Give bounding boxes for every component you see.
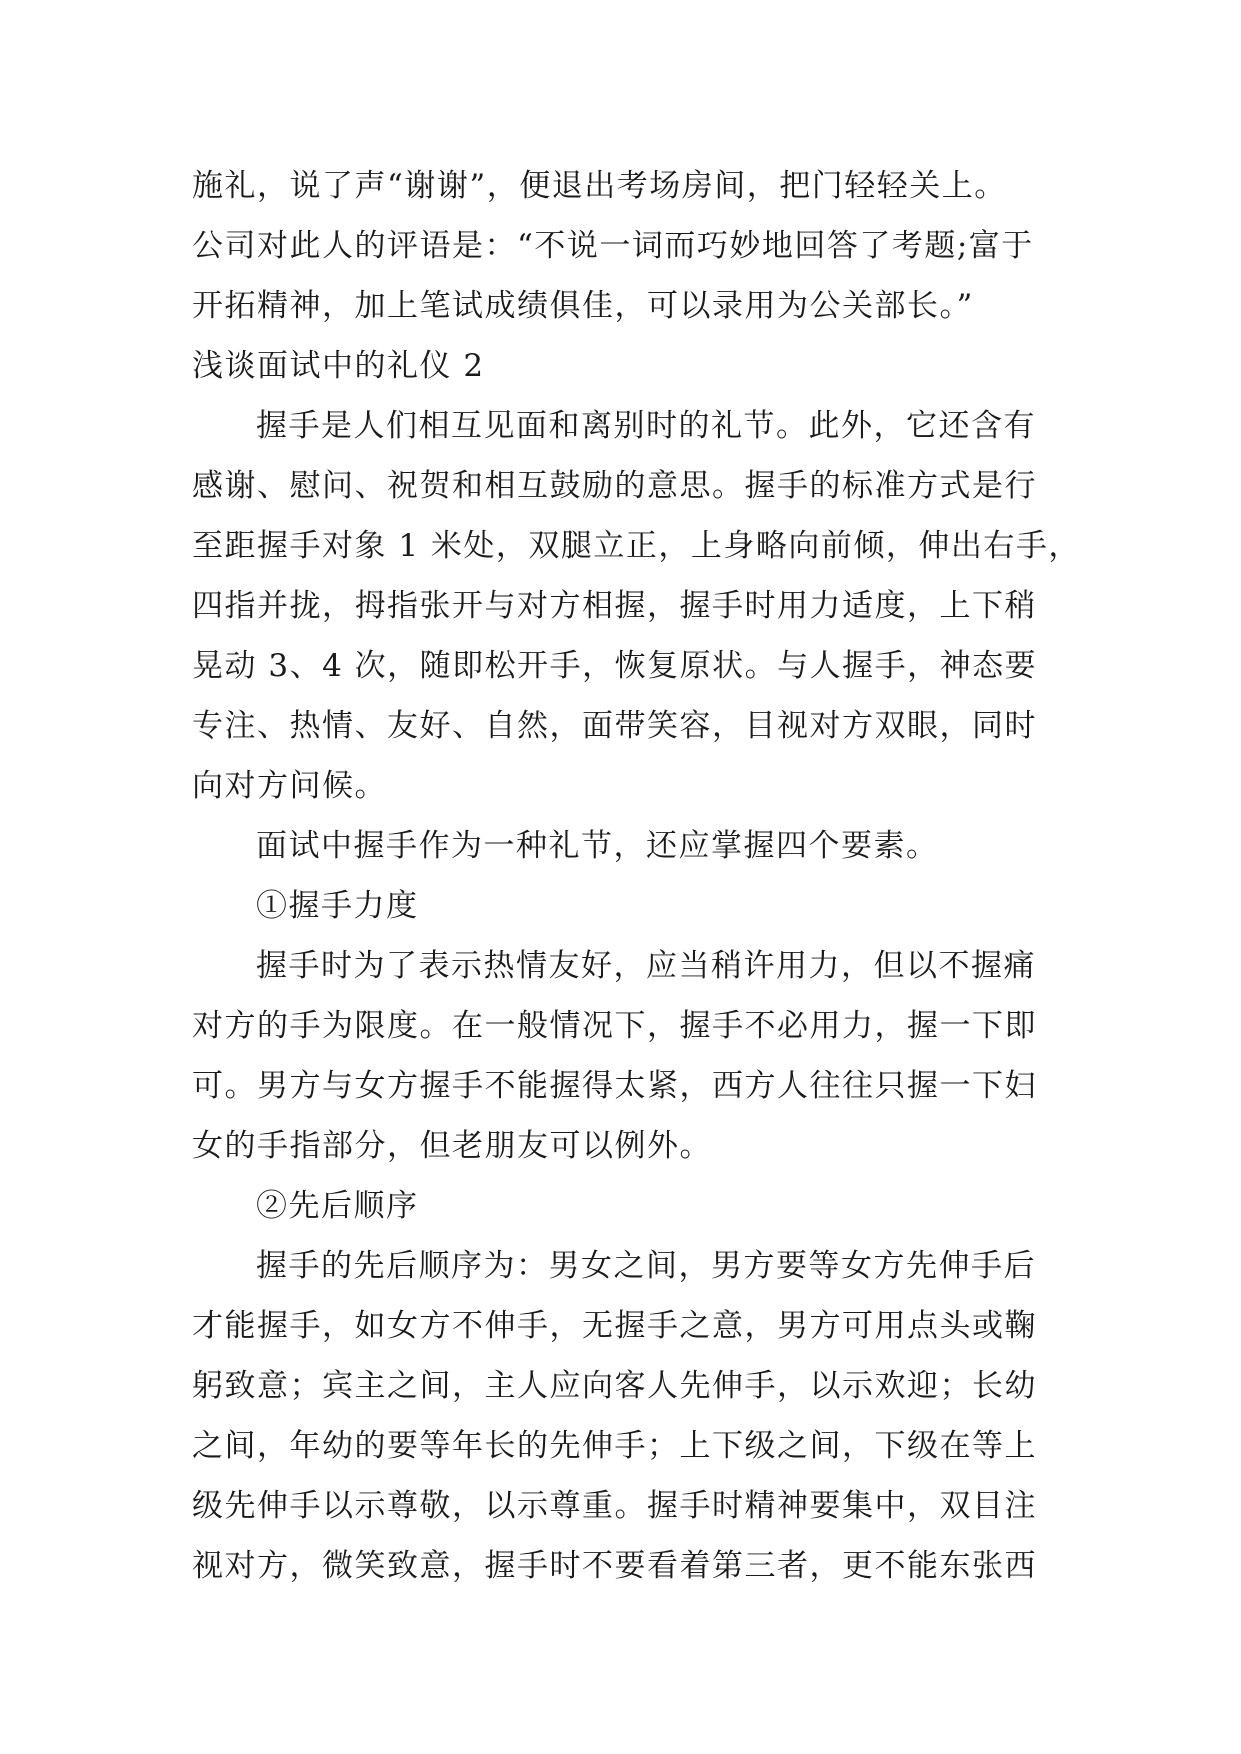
- text-line: 之间，年幼的要等年长的先伸手；上下级之间，下级在等上: [192, 1428, 1037, 1464]
- text-line: 至距握手对象 1 米处，双腿立正，上身略向前倾，伸出右手，: [192, 528, 1081, 564]
- text-line: 施礼，说了声“谢谢”，便退出考场房间，把门轻轻关上。: [192, 168, 1007, 204]
- text-line: 向对方问候。: [192, 768, 387, 804]
- text-line: 面试中握手作为一种礼节，还应掌握四个要素。: [256, 828, 939, 864]
- text-line: 开拓精神，加上笔试成绩俱佳，可以录用为公关部长。”: [192, 288, 974, 324]
- text-line: 晃动 3、4 次，随即松开手，恢复原状。与人握手，神态要: [192, 648, 1038, 684]
- text-line: 专注、热情、友好、自然，面带笑容，目视对方双眼，同时: [192, 708, 1037, 744]
- text-line: 公司对此人的评语是：“不说一词而巧妙地回答了考题;富于: [192, 228, 1034, 264]
- document-body: [192, 156, 1081, 1596]
- text-line: 级先伸手以示尊敬，以示尊重。握手时精神要集中，双目注: [192, 1488, 1037, 1524]
- text-line: 握手的先后顺序为：男女之间，男方要等女方先伸手后: [256, 1248, 1036, 1284]
- text-line: 对方的手为限度。在一般情况下，握手不必用力，握一下即: [192, 1008, 1037, 1044]
- text-line: 握手是人们相互见面和离别时的礼节。此外，它还含有: [256, 408, 1036, 444]
- text-line: 视对方，微笑致意，握手时不要看着第三者，更不能东张西: [192, 1548, 1037, 1584]
- text-line: 女的手指部分，但老朋友可以例外。: [192, 1128, 712, 1164]
- text-line: 四指并拢，拇指张开与对方相握，握手时用力适度，上下稍: [192, 588, 1037, 624]
- text-line: 躬致意；宾主之间，主人应向客人先伸手，以示欢迎；长幼: [192, 1368, 1037, 1404]
- section-title: 浅谈面试中的礼仪 2: [192, 348, 485, 384]
- text-line: 可。男方与女方握手不能握得太紧，西方人往往只握一下妇: [192, 1068, 1037, 1104]
- text-line: 感谢、慰问、祝贺和相互鼓励的意思。握手的标准方式是行: [192, 468, 1037, 504]
- subheading: ①握手力度: [256, 888, 419, 924]
- subheading: ②先后顺序: [256, 1188, 419, 1224]
- text-line: 才能握手，如女方不伸手，无握手之意，男方可用点头或鞠: [192, 1308, 1037, 1344]
- text-line: 握手时为了表示热情友好，应当稍许用力，但以不握痛: [256, 948, 1036, 984]
